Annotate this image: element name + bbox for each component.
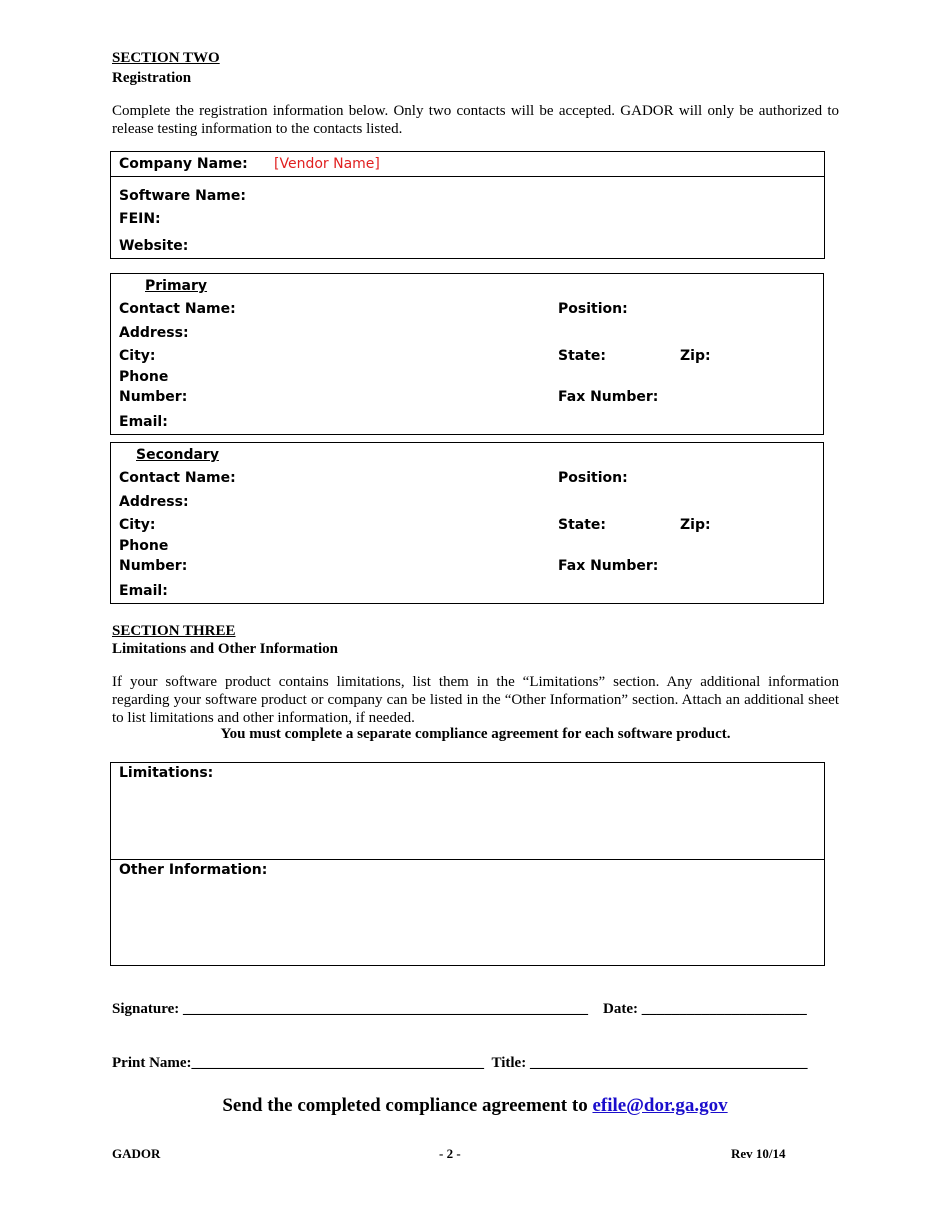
zip-label: Zip: bbox=[680, 348, 711, 364]
state-label: State: bbox=[558, 348, 607, 364]
position-label: Position: bbox=[558, 301, 628, 317]
position-label: Position: bbox=[558, 470, 628, 486]
address-label: Address: bbox=[119, 494, 189, 510]
company-name-label: Company Name: bbox=[119, 156, 248, 172]
section-two-subheading: Registration bbox=[112, 70, 192, 86]
limitations-box bbox=[110, 762, 825, 966]
email-label: Email: bbox=[119, 414, 168, 430]
page-number: - 2 - bbox=[439, 1146, 461, 1161]
city-label: City: bbox=[119, 348, 156, 364]
footer-left: GADOR bbox=[112, 1146, 161, 1161]
phone-label: Phone bbox=[119, 369, 169, 385]
primary-title: Primary bbox=[145, 278, 208, 294]
separate-agreement-notice: You must complete a separate compliance agreement for each software product. bbox=[220, 726, 731, 742]
fax-number-label: Fax Number: bbox=[558, 558, 659, 574]
section-three-heading: SECTION THREE bbox=[112, 623, 236, 639]
zip-label: Zip: bbox=[680, 517, 711, 533]
contact-name-label: Contact Name: bbox=[119, 301, 236, 317]
limitations-label: Limitations: bbox=[119, 765, 214, 781]
company-info-box bbox=[110, 151, 825, 259]
efile-email-link[interactable]: efile@dor.ga.gov bbox=[592, 1095, 728, 1116]
secondary-title: Secondary bbox=[136, 447, 219, 463]
city-label: City: bbox=[119, 517, 156, 533]
contact-name-label: Contact Name: bbox=[119, 470, 236, 486]
email-label: Email: bbox=[119, 583, 168, 599]
title-line[interactable]: Title: _____________________________________ bbox=[488, 1055, 808, 1071]
section-two-heading: SECTION TWO bbox=[112, 50, 220, 66]
divider bbox=[111, 176, 824, 177]
phone-number-label: Number: bbox=[119, 389, 188, 405]
state-label: State: bbox=[558, 517, 607, 533]
address-label: Address: bbox=[119, 325, 189, 341]
other-information-label: Other Information: bbox=[119, 862, 268, 878]
secondary-contact-box bbox=[110, 442, 824, 604]
primary-contact-box bbox=[110, 273, 824, 435]
fax-number-label: Fax Number: bbox=[558, 389, 659, 405]
date-line[interactable]: Date: ______________________ bbox=[603, 1001, 807, 1017]
divider bbox=[111, 859, 824, 860]
send-text: Send the completed compliance agreement to bbox=[222, 1095, 593, 1116]
fein-label: FEIN: bbox=[119, 211, 161, 227]
phone-number-label: Number: bbox=[119, 558, 188, 574]
phone-label: Phone bbox=[119, 538, 169, 554]
company-name-value[interactable]: [Vendor Name] bbox=[274, 156, 380, 172]
revision-date: Rev 10/14 bbox=[731, 1146, 786, 1161]
section-three-subheading: Limitations and Other Information bbox=[112, 641, 338, 657]
website-label: Website: bbox=[119, 238, 189, 254]
send-instruction bbox=[0, 1095, 950, 1117]
print-name-line[interactable]: Print Name:_______________________________________ bbox=[112, 1055, 485, 1071]
software-name-label: Software Name: bbox=[119, 188, 246, 204]
signature-line[interactable]: Signature: ______________________________________________________ bbox=[112, 1001, 588, 1017]
limitations-intro: If your software product contains limitations, list them in the “Limitations” section. Any additional information regarding your software product or company can be listed in the “Other Information” section. Attach an additional sheet to list limitations and other information, if needed. bbox=[112, 674, 839, 726]
registration-intro: Complete the registration information below. Only two contacts will be accepted. GADOR will only be authorized to release testing information to the contacts listed. bbox=[112, 103, 839, 137]
